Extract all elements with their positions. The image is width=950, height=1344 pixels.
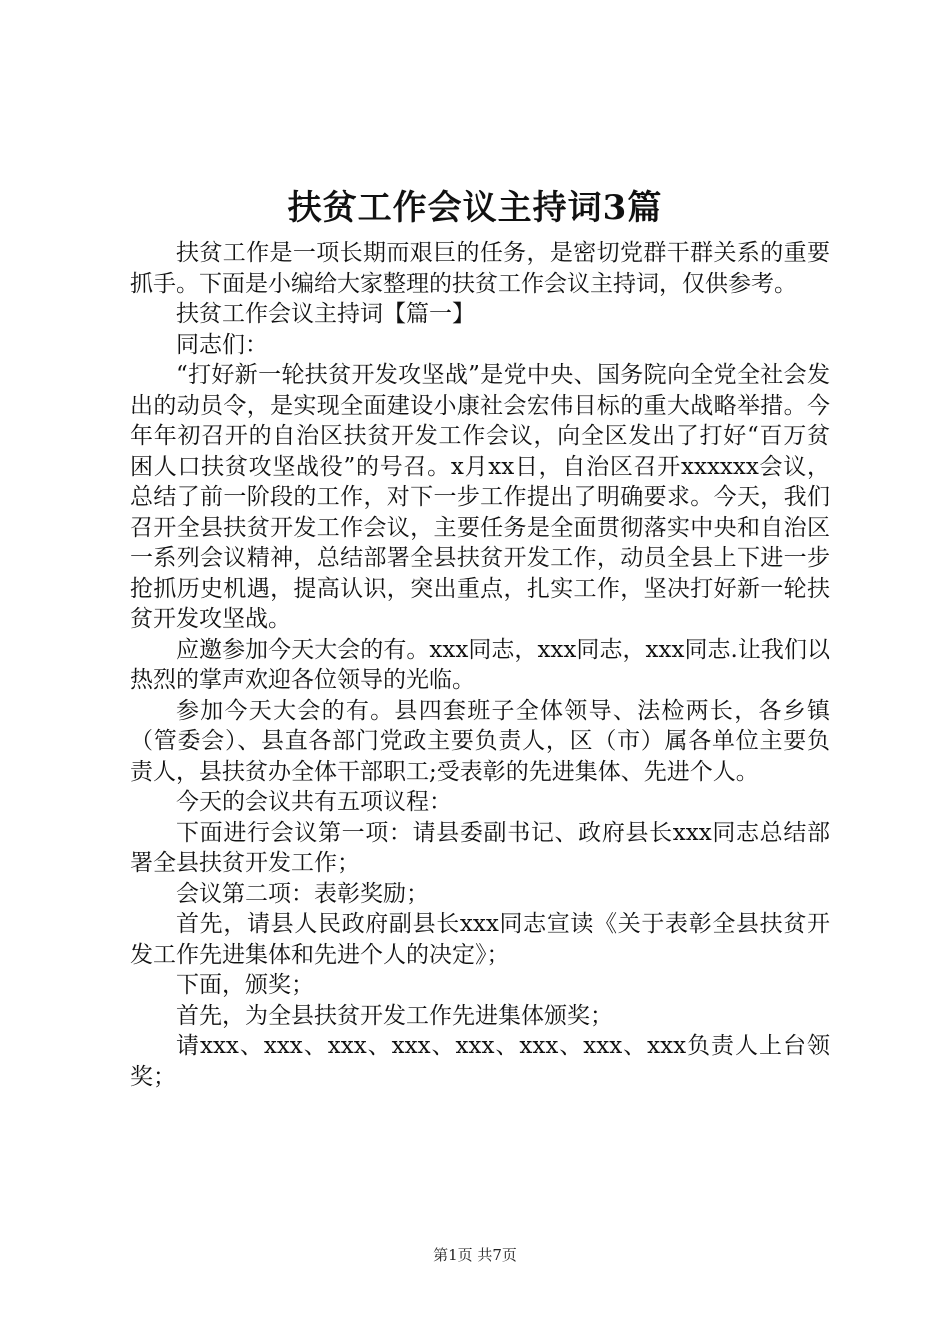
page-number-footer: 第1页 共7页: [433, 1246, 517, 1264]
document-body: [130, 238, 830, 1092]
body-paragraph: 请xxx、xxx、xxx、xxx、xxx、xxx、xxx、xxx负责人上台领奖；: [130, 1033, 830, 1090]
intro-paragraph: 扶贫工作是一项长期而艰巨的任务，是密切党群干群关系的重要抓手。下面是小编给大家整理的扶贫工作会议主持词，仅供参考。: [130, 240, 830, 297]
agenda-item: 下面进行会议第一项：请县委副书记、政府县长xxx同志总结部署全县扶贫开发工作；: [130, 819, 830, 876]
body-paragraph: 应邀参加今天大会的有。xxx同志，xxx同志，xxx同志.让我们以热烈的掌声欢迎各位领导的光临。: [130, 636, 830, 693]
section-heading: 扶贫工作会议主持词【篇一】: [176, 301, 475, 327]
body-paragraph: 首先，为全县扶贫开发工作先进集体颁奖；: [176, 1002, 613, 1029]
body-paragraph: “打好新一轮扶贫开发攻坚战”是党中央、国务院向全党全社会发出的动员令，是实现全面建设小康社会宏伟目标的重大战略举措。今年年初召开的自治区扶贫开发工作会议，向全区发出了打好“百万贫困人口扶贫攻坚战役”的号召。x月xx日，自治区召开xxxxxx会议，总结了前一阶段的工作，对下一步工作提出了明确要求。今天，我们召开全县扶贫开发工作会议，主要任务是全面贯彻落实中央和自治区一系列会议精神，总结部署全县扶贫开发工作，动员全县上下进一步抢抓历史机遇，提高认识，突出重点，扎实工作，坚决打好新一轮扶贫开发攻坚战。: [130, 362, 830, 632]
salutation-paragraph: 同志们：: [176, 331, 268, 358]
body-paragraph: 首先，请县人民政府副县长xxx同志宣读《关于表彰全县扶贫开发工作先进集体和先进个人的决定》；: [130, 911, 830, 968]
document-title: 扶贫工作会议主持词3篇: [287, 188, 663, 228]
body-paragraph: 参加今天大会的有。县四套班子全体领导、法检两长，各乡镇（管委会）、县直各部门党政主要负责人，区（市）属各单位主要负责人，县扶贫办全体干部职工;受表彰的先进集体、先进个人。: [130, 697, 830, 785]
agenda-paragraph: 今天的会议共有五项议程：: [176, 789, 452, 815]
agenda-item: 会议第二项：表彰奖励；: [176, 880, 429, 907]
body-paragraph: 下面，颁奖；: [176, 972, 314, 998]
